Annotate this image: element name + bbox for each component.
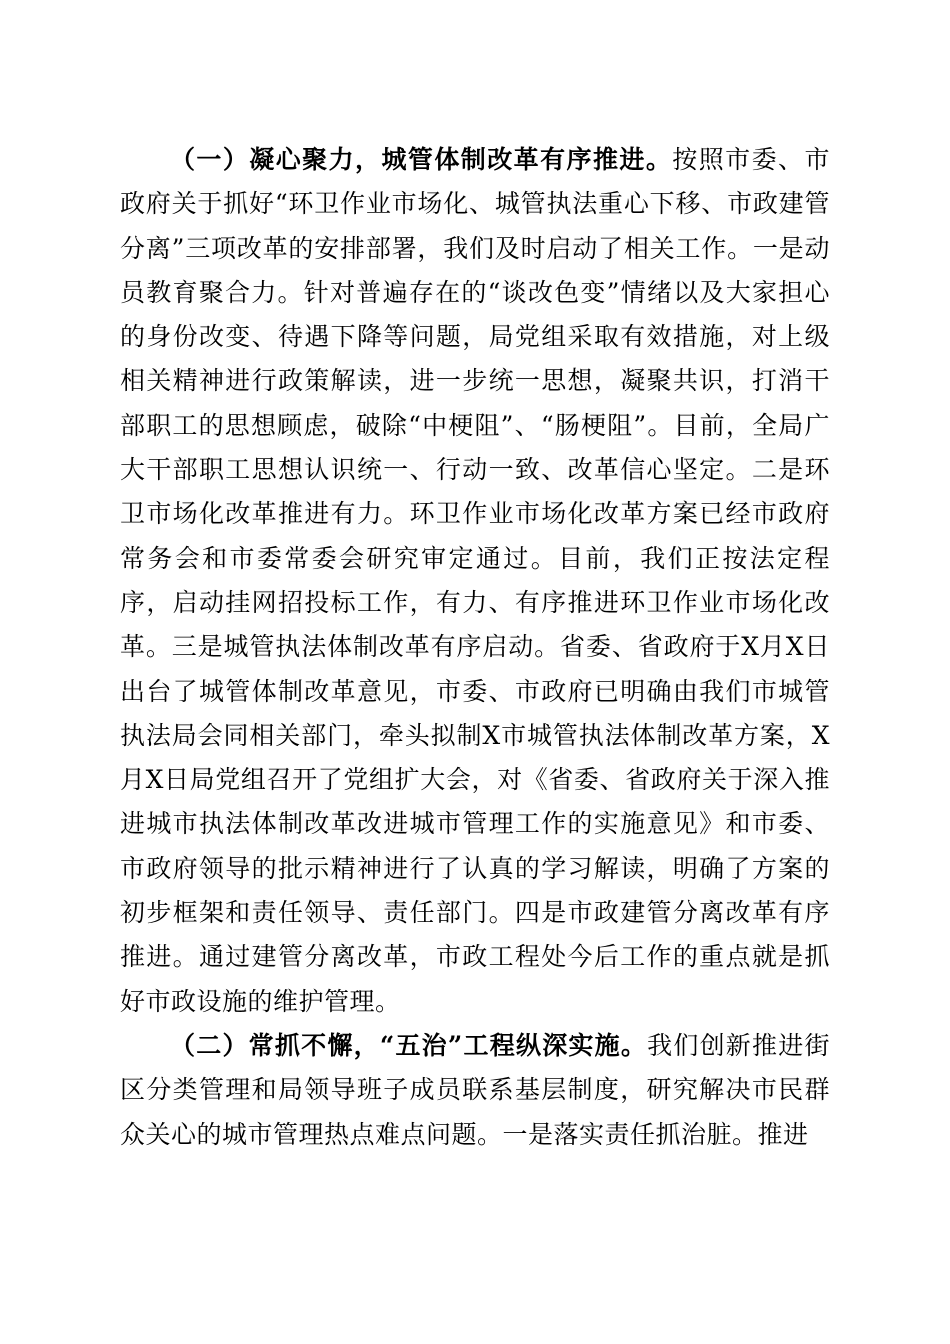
paragraph-1-body: 按照市委、市政府关于抓好“环卫作业市场化、城管执法重心下移、市政建管分离”三项改革的安排部署，我们及时启动了相关工作。一是动员教育聚合力。针对普遍存在的“谈改色变”情绪以及大家担心的身份改变、待遇下降等问题，局党组采取有效措施，对上级相关精神进行政策解读，进一步统一思想，凝聚共识，打消干部职工的思想顾虑，破除“中梗阻”、“肠梗阻”。目前，全局广大干部职工思想认识统一、行动一致、改革信心坚定。二是环卫市场化改革推进有力。环卫作业市场化改革方案已经市政府常务会和市委常委会研究审定通过。目前，我们正按法定程序，启动挂网招投标工作，有力、有序推进环卫作业市场化改革。三是城管执法体制改革有序启动。省委、省政府于X月X日出台了城管体制改革意见，市委、市政府已明确由我们市城管执法局会同相关部门，牵头拟制X市城管执法体制改革方案，X月X日局党组召开了党组扩大会，对《省委、省政府关于深入推进城市执法体制改革改进城市管理工作的实施意见》和市委、市政府领导的批示精神进行了认真的学习解读，明确了方案的初步框架和责任领导、责任部门。四是市政建管分离改革有序推进。通过建管分离改革，市政工程处今后工作的重点就是抓好市政设施的维护管理。 bbox=[120, 145, 830, 1016]
paragraph-2-heading: （二）常抓不懈，“五治”工程纵深实施。 bbox=[170, 1030, 648, 1060]
paragraph-2 bbox=[120, 1024, 830, 1157]
paragraph-1 bbox=[120, 138, 830, 1024]
paragraph-1-heading: （一）凝心聚力，城管体制改革有序推进。 bbox=[170, 145, 673, 174]
paragraph-2-body: 我们创新推进街区分类管理和局领导班子成员联系基层制度，研究解决市民群众关心的城市管理热点难点问题。一是落实责任抓治脏。推进 bbox=[120, 1030, 830, 1149]
document-page bbox=[120, 138, 830, 1157]
